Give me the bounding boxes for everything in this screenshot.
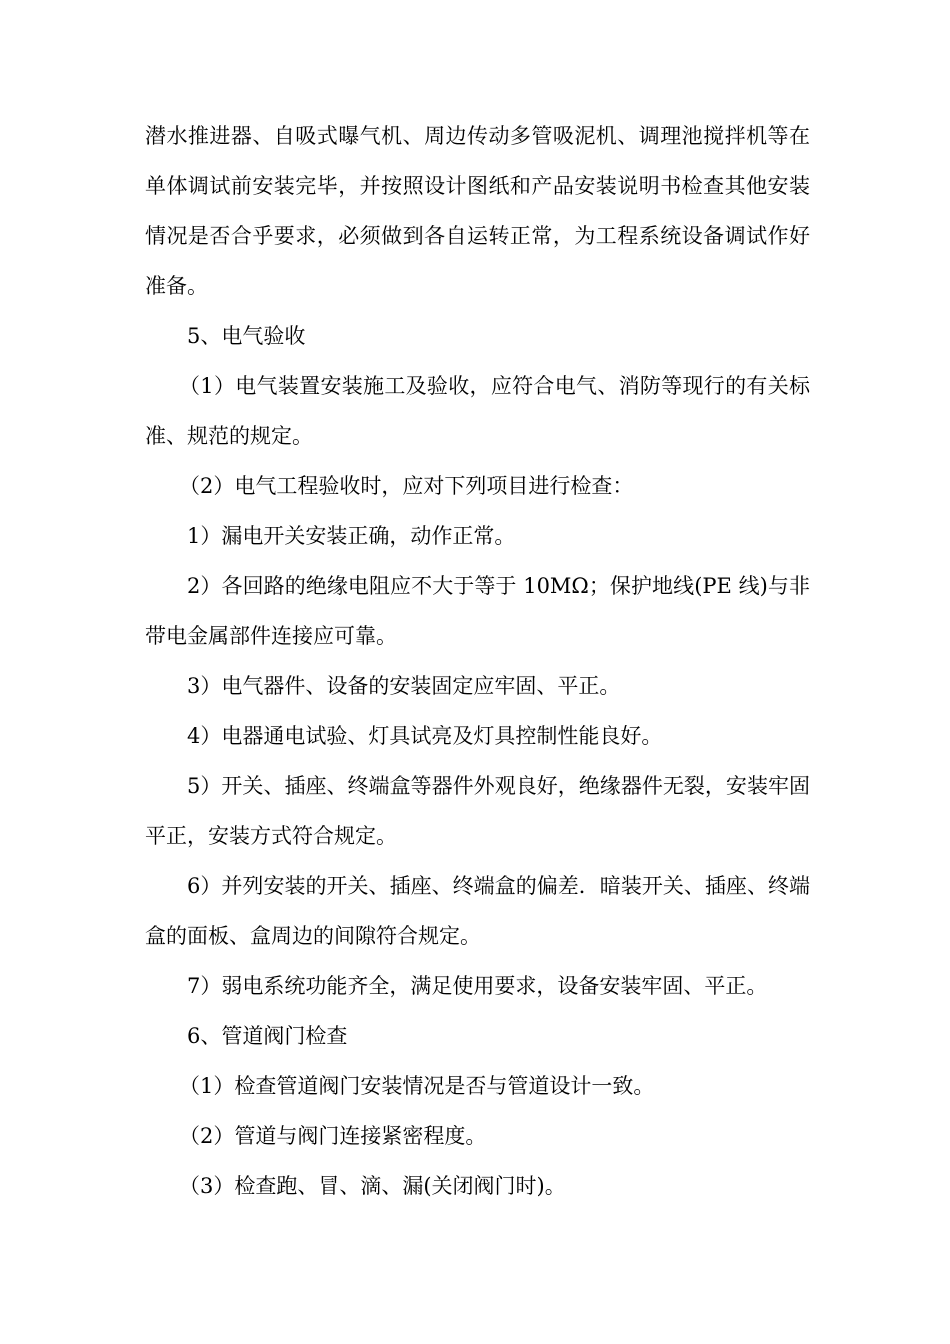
heading-electrical-acceptance: 5、电气验收 [187,324,306,348]
list-item-5: 5）开关、插座、终端盒等器件外观良好，绝缘器件无裂，安装牢固平正，安装方式符合规定。 [145,774,810,848]
paragraph-electrical-1: （1）电气装置安装施工及验收，应符合电气、消防等现行的有关标准、规范的规定。 [145,374,810,448]
list-item-6: 6）并列安装的开关、插座、终端盒的偏差．暗装开关、插座、终端盒的面板、盒周边的间隙符合规定。 [145,874,810,948]
list-item-3: 3）电气器件、设备的安装固定应牢固、平正。 [187,674,621,698]
list-item-7: 7）弱电系统功能齐全，满足使用要求，设备安装牢固、平正。 [187,974,768,998]
valve-item-3: （3）检查跑、冒、滴、漏(关闭阀门时)。 [179,1174,566,1198]
valve-item-1: （1）检查管道阀门安装情况是否与管道设计一致。 [179,1074,655,1098]
heading-valve-inspection: 6、管道阀门检查 [187,1024,348,1048]
paragraph-electrical-2: （2）电气工程验收时，应对下列项目进行检查： [179,474,634,498]
list-item-1: 1）漏电开关安装正确，动作正常。 [187,524,516,548]
list-item-2: 2）各回路的绝缘电阻应不大于等于 10MΩ；保护地线(PE 线)与非带电金属部件连接应可靠。 [145,574,810,648]
valve-item-2: （2）管道与阀门连接紧密程度。 [179,1124,487,1148]
list-item-4: 4）电器通电试验、灯具试亮及灯具控制性能良好。 [187,724,663,748]
paragraph-equipment-install: 潜水推进器、自吸式曝气机、周边传动多管吸泥机、调理池搅拌机等在单体调试前安装完毕，并按照设计图纸和产品安装说明书检查其他安装情况是否合乎要求，必须做到各自运转正常，为工程系统设备调试作好准备。 [145,124,810,298]
